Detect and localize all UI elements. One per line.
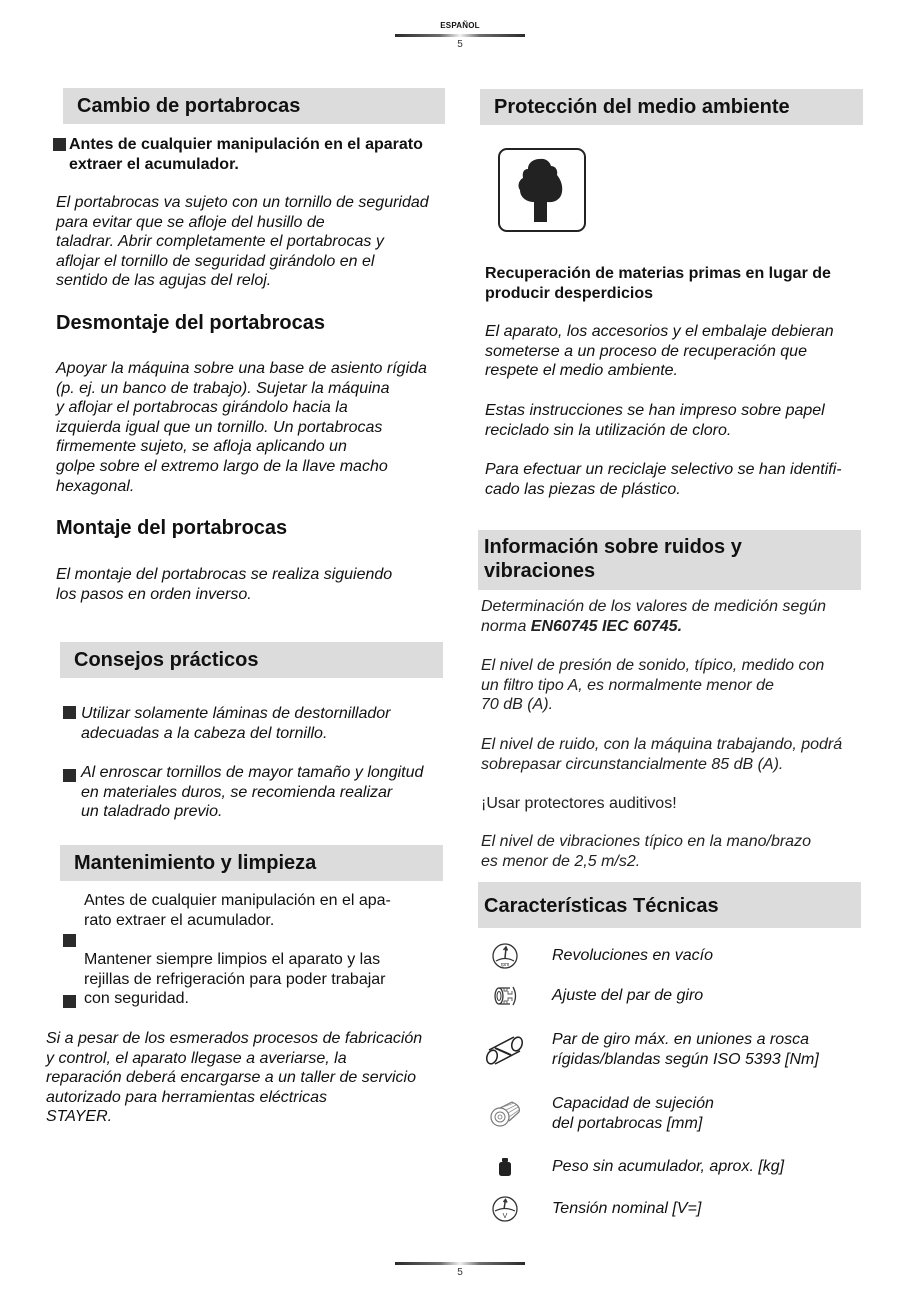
cambio-body [56,193,476,291]
footer-rule [395,1262,525,1265]
header-language: ESPAÑOL [440,21,480,30]
environment-paragraph [485,460,885,499]
text-line: Recuperación de materias primas en lugar de [485,265,831,282]
text-line: sobrepasar circunstancialmente 85 dB (A). [481,755,784,773]
text-line: un filtro tipo A, es normalmente menor de [481,676,774,694]
footer-page-number: 5 [457,1267,463,1278]
spec-item [480,940,880,972]
weight-icon [480,1156,530,1178]
text-line: someterse a un proceso de recuperación que [485,342,807,360]
text-line: aflojar el tornillo de seguridad girándolo en el [56,252,375,270]
spec-item [480,1029,890,1071]
text-line: firmemente sujeto, se afloja aplicando un [56,438,347,456]
text-line: 70 dB (A). [481,696,554,714]
text-line: Apoyar la máquina sobre una base de asiento rígida [56,360,427,377]
text-line: y control, el aparato llegase a averiarse, la [46,1049,347,1067]
text-line: sentido de las agujas del reloj. [56,272,272,290]
svg-text:V: V [502,1213,508,1220]
text-line: El nivel de vibraciones típico en la mano/brazo [481,833,811,850]
text-line: (p. ej. un banco de trabajo). Sujetar la máquina [56,379,390,397]
spec-label: Revoluciones en vacío [552,947,713,965]
text-line: es menor de 2,5 m/s2. [481,852,641,870]
text-line: reciclado sin la utilización de cloro. [485,421,732,439]
text-line: cado las piezas de plástico. [485,480,681,498]
noise-level-text [481,735,886,774]
section-title-mantenimiento: Mantenimiento y limpieza [60,845,443,881]
vibration-text [481,832,886,871]
spec-label: Peso sin acumulador, aprox. [kg] [552,1158,785,1176]
header-rule [395,34,525,37]
text-line: los pasos en orden inverso. [56,585,252,603]
service-note [46,1029,476,1127]
warning-block [53,135,473,175]
text-line: y aflojar el portabrocas girándolo hacia la [56,399,348,417]
text-line: Mantener siempre limpios el aparato y las [84,951,381,968]
text-line: rígidas/blandas según ISO 5393 [Nm] [552,1051,819,1068]
text-line: taladrar. Abrir completamente el portabrocas y [56,233,384,251]
subsection-title-montaje: Montaje del portabrocas [56,517,288,539]
environment-paragraph [485,322,885,381]
text-line: El portabrocas va sujeto con un tornillo de seguridad [56,194,429,211]
bullet-square-icon [63,706,76,719]
bullet-square-icon [63,995,76,1008]
tree-icon [498,148,586,232]
torque-ring-icon [480,981,530,1011]
text-line: El nivel de ruido, con la máquina trabajando, podrá [481,736,843,753]
section-title-tecnicas: Características Técnicas [478,882,861,928]
text-line: STAYER. [46,1108,113,1126]
text-line: Par de giro máx. en uniones a rosca [552,1031,810,1049]
spec-label [552,1030,819,1069]
text-line: autorizado para herramientas eléctricas [46,1088,328,1106]
text-line: Determinación de los valores de medición según [481,598,827,615]
section-title-ruidos [478,530,861,590]
text-line: respete el medio ambiente. [485,362,678,380]
text-line: Para efectuar un reciclaje selectivo se han identifi- [485,461,842,478]
text-line: para evitar que se afloje del husillo de [56,213,325,231]
environment-paragraph [485,401,885,440]
text-line: Si a pesar de los esmerados procesos de fabricación [46,1030,423,1047]
spec-label: Ajuste del par de giro [552,987,704,1005]
bullet-square-icon [53,138,66,151]
text-line: Capacidad de sujeción [552,1095,714,1113]
voltage-gauge-icon [480,1195,530,1223]
text-line: golpe sobre el extremo largo de la llave macho [56,457,388,475]
text-line: El montaje del portabrocas se realiza siguiendo [56,566,393,583]
sound-pressure-text [481,656,886,715]
text-line: hexagonal. [56,477,135,495]
text-line: producir desperdicios [485,285,654,302]
text-line: Utilizar solamente láminas de destornillador [81,705,391,722]
maintenance-item [84,950,474,1009]
text-line: rato extraer el acumulador. [84,911,275,929]
rpm-gauge-icon [480,942,530,970]
warning-text: Antes de cualquier manipulación en el aparato extraer el acumulador. [69,136,423,173]
text-line: El nivel de presión de sonido, típico, medido con [481,657,825,674]
section-title-consejos: Consejos prácticos [60,642,443,678]
section-title-cambio: Cambio de portabrocas [63,88,445,124]
text-line: reparación deberá encargarse a un taller de servicio [46,1069,416,1087]
text-line: un taladrado previo. [81,803,223,821]
text-line: Estas instrucciones se han impreso sobre papel [485,402,825,419]
text-line: adecuadas a la cabeza del tornillo. [81,724,328,742]
chuck-icon [480,1097,530,1131]
text-line: rejillas de refrigeración para poder trabajar [84,970,386,988]
spec-item [480,980,880,1012]
text-line: Antes de cualquier manipulación en el apa- [84,892,391,909]
hearing-protection-warning: ¡Usar protectores auditivos! [481,795,677,812]
text-line: Al enroscar tornillos de mayor tamaño y longitud [81,764,424,781]
text-line: con seguridad. [84,990,189,1008]
spec-label [552,1094,714,1133]
spec-item [480,1194,880,1224]
spec-label: Tensión nominal [V=] [552,1200,702,1218]
desmontaje-body [56,359,476,496]
text-line: El aparato, los accesorios y el embalaje debieran [485,323,834,340]
spec-item [480,1093,880,1135]
bullet-square-icon [63,934,76,947]
text-line: vibraciones [484,560,596,582]
spec-item [480,1152,880,1182]
norm-intro [481,597,886,636]
text-line: del portabrocas [mm] [552,1115,703,1132]
text-line: Información sobre ruidos y [484,536,742,558]
header-page-number: 5 [457,39,463,50]
subsection-title-desmontaje: Desmontaje del portabrocas [56,312,325,334]
recycling-subtitle [485,264,885,304]
screw-joint-icon [480,1033,530,1067]
text-fragment: norma [481,617,531,635]
bullet-square-icon [63,769,76,782]
montaje-body [56,565,476,604]
tip-item [63,704,473,743]
tip-item [63,763,473,822]
section-title-medio-ambiente: Protección del medio ambiente [480,89,863,125]
text-line: en materiales duros, se recomienda realizar [81,783,393,801]
maintenance-item [84,891,474,930]
norm-standard: EN60745 IEC 60745. [530,617,683,635]
svg-text:rpm: rpm [500,962,510,968]
text-line: izquierda igual que un tornillo. Un portabrocas [56,418,383,436]
